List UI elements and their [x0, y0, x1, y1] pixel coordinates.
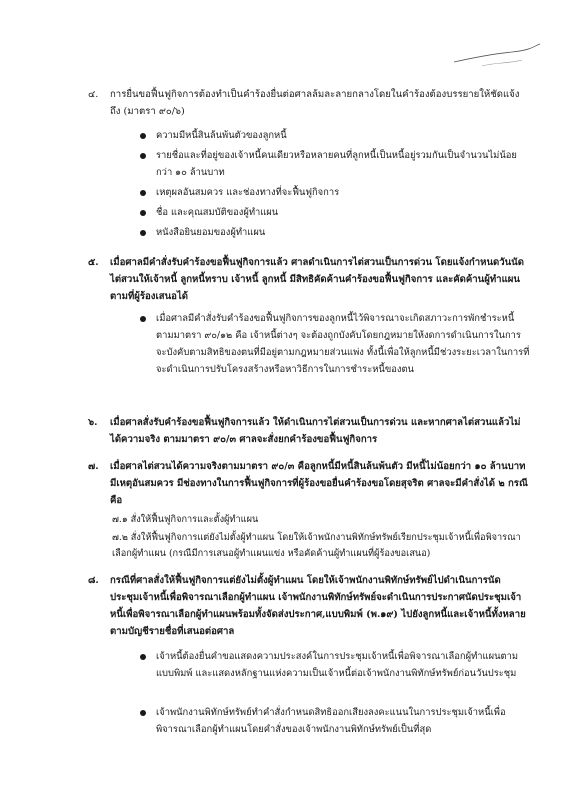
- bullet-item: เหตุผลอันสมควร และช่องทางที่จะฟื้นฟูกิจการ: [140, 184, 530, 201]
- section-text: เมื่อศาลสั่งรับคำร้องขอฟื้นฟูกิจการแล้ว ให้ดำเนินการไต่สวนเป็นการด่วน และหากศาลไต่สวนแล้วไม่ได้ความจริง ตามมาตรา ๙๐/๓ ศาลจะสั่งยกคำร้องขอฟื้นฟูกิจการ: [110, 417, 521, 445]
- section-6: [88, 414, 528, 448]
- sub-item: ๗.๑ สั่งให้ฟื้นฟูกิจการและตั้งผู้ทำแผน: [112, 514, 259, 525]
- bullet-icon: [140, 190, 146, 196]
- section-5: [88, 254, 528, 305]
- bullet-item: เมื่อศาลมีคำสั่งรับคำร้องขอฟื้นฟูกิจการของลูกหนี้ไว้พิจารณาจะเกิดสภาวะการพักชำระหนี้ตามมาตรา ๙๐/๑๒ คือ เจ้าหนี้ต่างๆ จะต้องถูกบังคับโดยกฎหมายให้งดการดำเนินการในการจะบังคับตามสิทธิของตนที่มีอยู่ตามกฎหมายส่วนแพ่ง ทั้งนี้เพื่อให้ลูกหนี้มีช่วงระยะเวลาในการที่จะดำเนินการปรับโครงสร้างหรือหาวิธีการในการชำระหนี้ของตน: [140, 310, 530, 378]
- bullet-icon: [140, 153, 146, 159]
- section-text: กรณีที่ศาลสั่งให้ฟื้นฟูกิจการแต่ยังไม่ตั้งผู้ทำแผน โดยให้เจ้าพนักงานพิทักษ์ทรัพย์ไปดำเนินการนัดประชุมเจ้าหนี้เพื่อพิจารณาเลือกผู้ทำแผน เจ้าพนักงานพิทักษ์ทรัพย์จะดำเนินการประกาศนัดประชุมเจ้าหนี้เพื่อพิจารณาเลือกผู้ทำแผนพร้อมทั้งจัดส่งประกาศ,แบบพิมพ์ (พ.๑๙) ไปยังลูกหนี้และเจ้าหนี้ทั้งหลายตามบัญชีรายชื่อที่เสนอต่อศาล: [110, 575, 526, 637]
- section-text: เมื่อศาลมีคำสั่งรับคำร้องขอฟื้นฟูกิจการแล้ว ศาลดำเนินการไต่สวนเป็นการด่วน โดยแจ้งกำหนดวันนัดไต่สวนให้เจ้าหนี้ ลูกหนี้ทราบ เจ้าหนี้ ลูกหนี้ มีสิทธิคัดค้านคำร้องขอฟื้นฟูกิจการ และคัดค้านผู้ทำแผนตามที่ผู้ร้องเสนอได้: [110, 257, 524, 302]
- bullet-item: หนังสือยินยอมของผู้ทำแผน: [140, 224, 530, 241]
- section-number: ๔.: [88, 89, 99, 100]
- bullet-icon: [140, 710, 146, 716]
- bullet-icon: [140, 316, 146, 322]
- section-number: ๖.: [88, 417, 98, 428]
- bullet-icon: [140, 133, 146, 139]
- section-text: การยื่นขอฟื้นฟูกิจการต้องทำเป็นคำร้องยื่นต่อศาลล้มละลายกลางโดยในคำร้องต้องบรรยายให้ชัดแจ้งถึง (มาตรา ๙๐/๖): [110, 89, 520, 117]
- bullet-item: เจ้าหนี้ต้องยื่นคำขอแสดงความประสงค์ในการประชุมเจ้าหนี้เพื่อพิจารณาเลือกผู้ทำแผนตามแบบพิมพ์ และแสดงหลักฐานแห่งความเป็นเจ้าหนี้ต่อเจ้าพนักงานพิทักษ์ทรัพย์ก่อนวันประชุม: [140, 648, 530, 682]
- section-8: [88, 572, 528, 640]
- bullet-item: ความมีหนี้สินล้นพ้นตัวของลูกหนี้: [140, 127, 530, 144]
- bullet-item: รายชื่อและที่อยู่ของเจ้าหนี้คนเดียวหรือหลายคนที่ลูกหนี้เป็นหนี้อยู่รวมกันเป็นจำนวนไม่น้อยกว่า ๑๐ ล้านบาท: [140, 147, 530, 181]
- section-4: [88, 86, 528, 120]
- section-number: ๘.: [88, 575, 99, 586]
- bullet-icon: [140, 230, 146, 236]
- bullet-icon: [140, 654, 146, 660]
- bullet-item: เจ้าพนักงานพิทักษ์ทรัพย์ทำคำสั่งกำหนดสิทธิออกเสียงลงคะแนนในการประชุมเจ้าหนี้เพื่อพิจารณาเลือกผู้ทำแผนโดยคำสั่งของเจ้าพนักงานพิทักษ์ทรัพย์เป็นที่สุด: [140, 704, 530, 738]
- section-text: เมื่อศาลไต่สวนได้ความจริงตามมาตรา ๙๐/๓ คือลูกหนี้มีหนี้สินล้นพ้นตัว มีหนี้ไม่น้อยกว่า ๑๐ ล้านบาท มีเหตุอันสมควร มีช่องทางในการฟื้นฟูกิจการที่ผู้ร้องขอยื่นคำร้องขอโดยสุจริต ศาลจะมีคำสั่งได้ ๒ กรณี คือ: [110, 461, 528, 506]
- sub-item: ๗.๒ สั่งให้ฟื้นฟูกิจการแต่ยังไม่ตั้งผู้ทำแผน โดยให้เจ้าพนักงานพิทักษ์ทรัพย์เรียกประชุมเจ้าหนี้เพื่อพิจารณาเลือกผู้ทำแผน (กรณีมีการเสนอผู้ทำแผนแข่ง หรือคัดค้านผู้ทำแผนที่ผู้ร้องขอเสนอ): [112, 532, 521, 559]
- bullet-icon: [140, 210, 146, 216]
- bullet-item: ชื่อ และคุณสมบัติของผู้ทำแผน: [140, 204, 530, 221]
- handwritten-mark: [452, 40, 542, 70]
- section-number: ๕.: [88, 257, 99, 268]
- section-7: [88, 458, 528, 509]
- section-number: ๗.: [88, 461, 99, 472]
